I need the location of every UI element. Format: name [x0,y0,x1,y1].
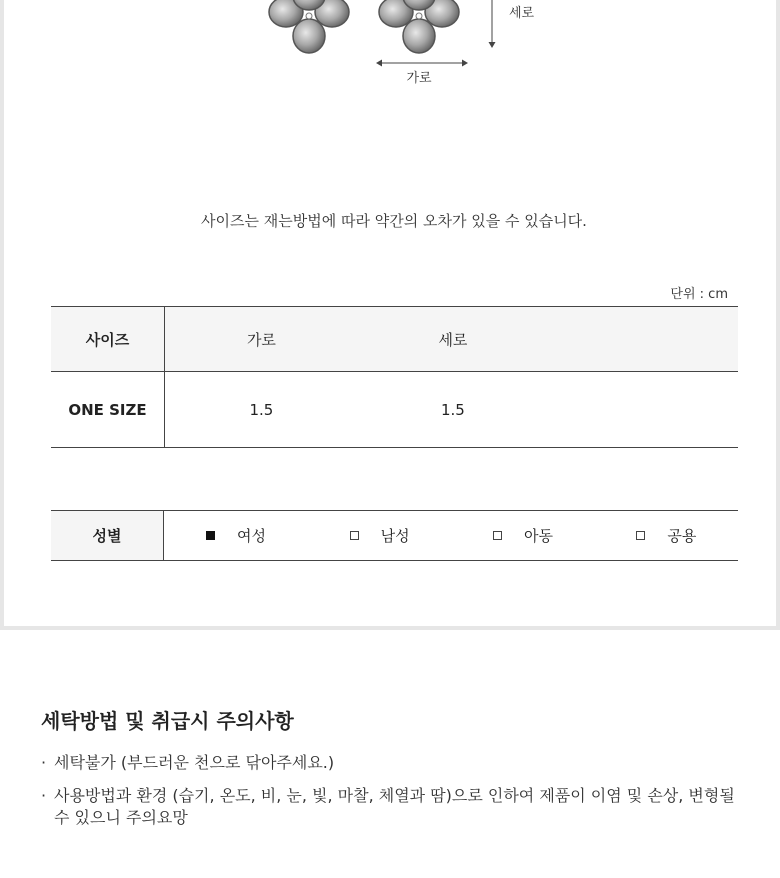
bullet: · [41,753,47,772]
gender-option-female [164,511,309,561]
unit-label: 단위 : cm [670,287,728,302]
gender-option-label: 공용 [667,527,697,545]
table-row [51,372,738,448]
height-arrow [489,0,496,48]
width-arrow [376,60,468,67]
gender-table [51,510,738,561]
unchecked-square-icon [350,531,359,540]
gender-option-label: 여성 [237,527,266,545]
care-list [41,752,741,829]
gender-option-label: 아동 [523,527,553,545]
earring-image-right [379,0,459,53]
gender-label: 성별 [51,511,164,561]
size-table-header [51,307,738,372]
header-size: 사이즈 [51,307,165,372]
row-width-value: 1.5 [165,372,358,448]
earring-size-diagram [4,0,780,100]
gender-option-male [308,511,451,561]
care-item-text: 세탁불가 (부드러운 천으로 닦아주세요.) [54,753,335,772]
unchecked-square-icon [636,531,645,540]
care-title: 세탁방법 및 취급시 주의사항 [41,709,294,733]
list-item [41,785,741,829]
gender-option-child [451,511,594,561]
width-label: 가로 [406,71,432,86]
checked-square-icon [206,531,215,540]
size-table [51,306,738,448]
row-height-value: 1.5 [358,372,548,448]
list-item [41,752,741,774]
measurement-note: 사이즈는 재는방법에 따라 약간의 오차가 있을 수 있습니다. [201,212,587,230]
height-label: 세로 [509,6,535,21]
gender-option-label: 남성 [380,527,410,545]
header-height: 세로 [358,307,548,372]
earring-image-left [269,0,349,53]
care-instructions [41,705,741,840]
care-item-text: 사용방법과 환경 (습기, 온도, 비, 눈, 빛, 마찰, 체열과 땀)으로 인하여 제품이 이염 및 손상, 변형될 수 있으니 주의요망 [54,786,735,827]
row-size-name: ONE SIZE [51,372,165,448]
row-empty [548,372,738,448]
bullet: · [41,786,47,805]
unchecked-square-icon [493,531,502,540]
header-empty [548,307,738,372]
gender-option-unisex [595,511,738,561]
header-width: 가로 [165,307,358,372]
